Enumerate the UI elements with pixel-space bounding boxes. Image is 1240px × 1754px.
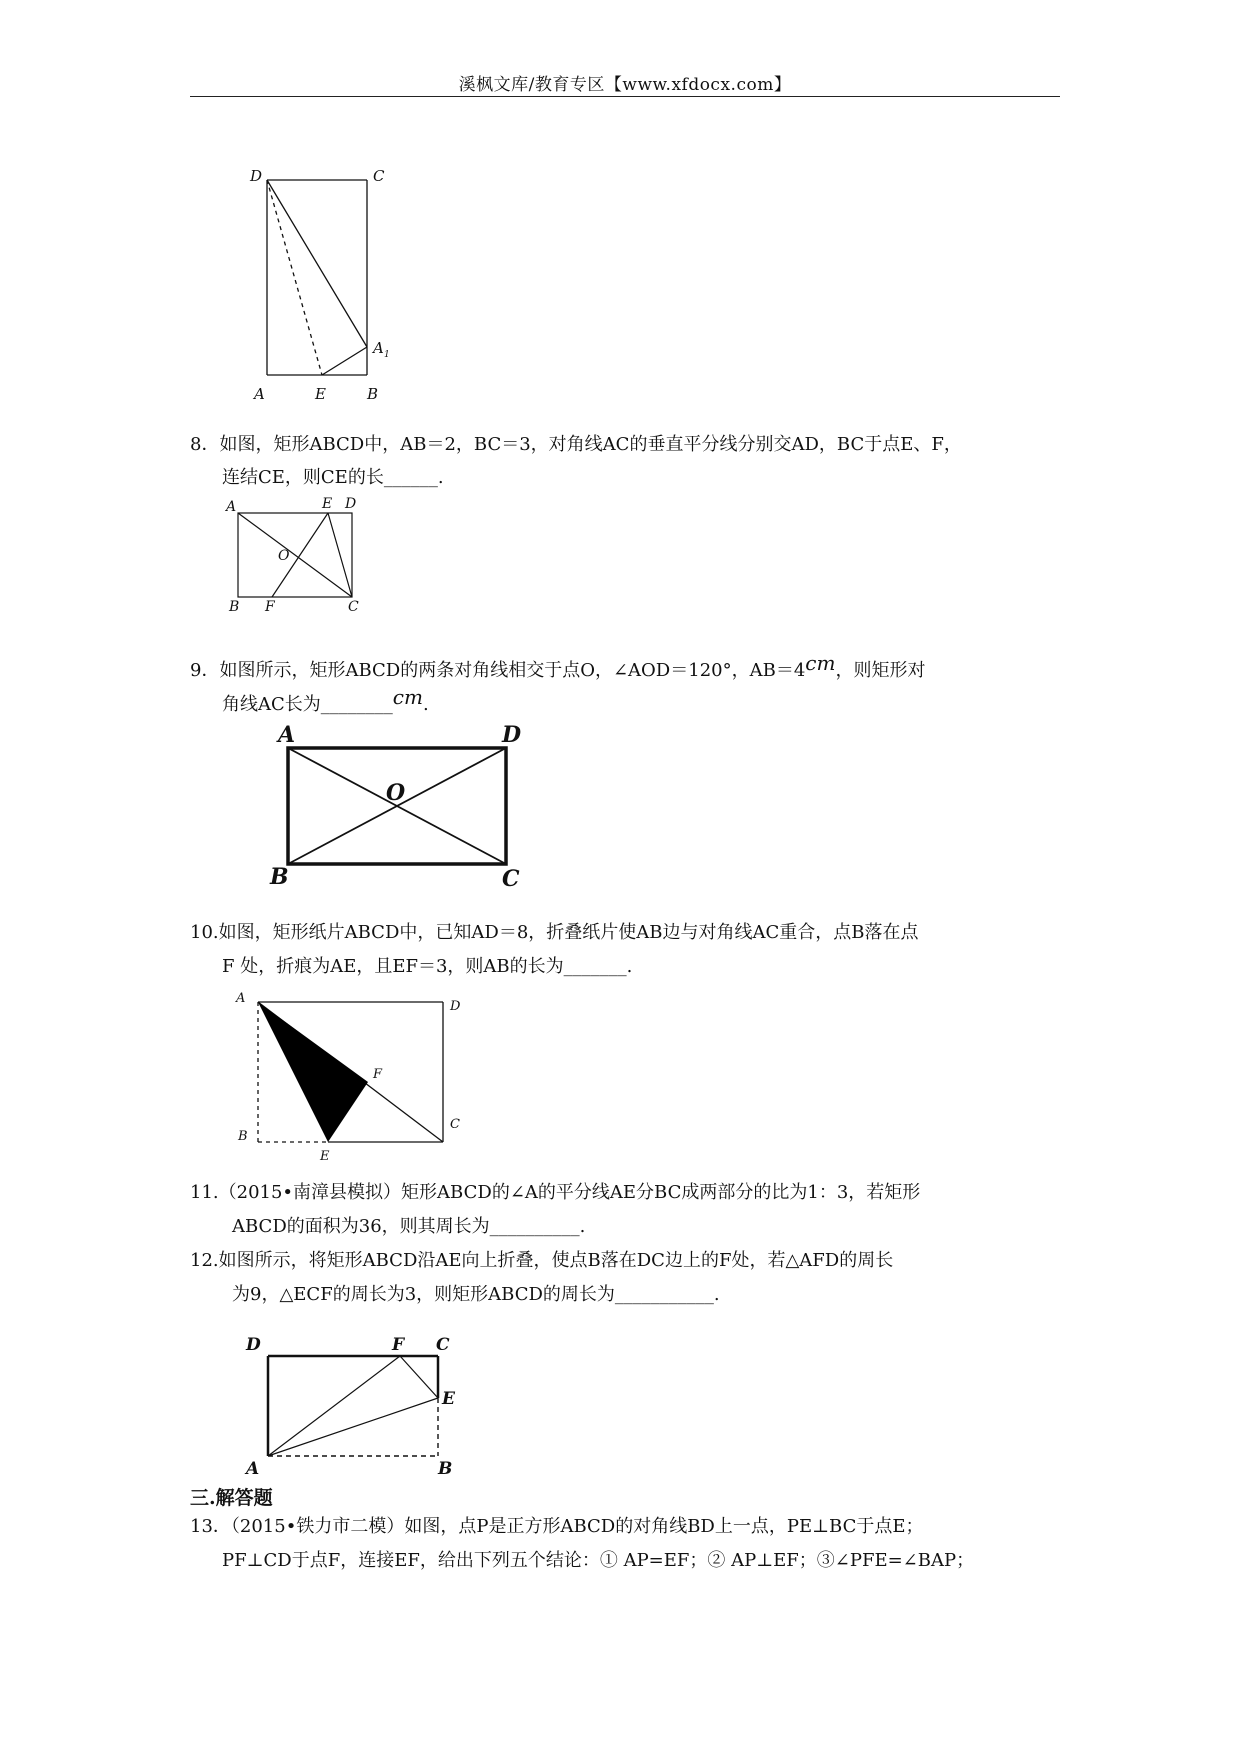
question-9-line1-text: 9．如图所示，矩形ABCD的两条对角线相交于点O，∠AOD＝120°，AB＝4 — [190, 660, 806, 681]
folded-triangle — [258, 1002, 368, 1142]
question-13-line2: PF⊥CD于点F，连接EF，给出下列五个结论：① AP=EF；② AP⊥EF；③∠PFE=∠BAP； — [222, 1550, 975, 1571]
question-9-line1-tail: ，则矩形对 — [835, 660, 926, 681]
label-D: D — [502, 722, 522, 748]
label-B: B — [367, 385, 379, 403]
question-11-line1: 11.（2015•南漳县模拟）矩形ABCD的∠A的平分线AE分BC成两部分的比为1：3，若矩形 — [190, 1182, 921, 1203]
label-F: F — [265, 599, 275, 615]
label-D: D — [250, 167, 263, 185]
question-12-line2: 为9，△ECF的周长为3，则矩形ABCD的周长为___________. — [232, 1284, 720, 1305]
figure-q7 — [240, 165, 420, 405]
figure-q12 — [240, 1332, 470, 1477]
question-9-line2 — [222, 686, 429, 722]
label-D: D — [450, 999, 461, 1014]
question-13-line1: 13．（2015•铁力市二模）如图，点P是正方形ABCD的对角线BD上一点，PE⊥BC于点E； — [190, 1516, 924, 1537]
label-D: D — [345, 496, 357, 512]
label-C: C — [502, 866, 520, 890]
label-A: A — [278, 722, 296, 748]
label-C: C — [348, 599, 359, 615]
label-F: F — [392, 1335, 405, 1355]
header-rule — [190, 96, 1060, 97]
label-A: A — [246, 1459, 260, 1477]
question-8-line2: 连结CE，则CE的长______. — [222, 467, 444, 488]
unit-cm: cm — [392, 685, 423, 709]
figure-q9 — [262, 720, 532, 890]
question-8-line1: 8．如图，矩形ABCD中，AB＝2，BC＝3，对角线AC的垂直平分线分别交AD，BC于点E、F， — [190, 434, 962, 455]
label-A: A — [236, 991, 246, 1006]
label-C: C — [450, 1117, 460, 1132]
section-title: 三.解答题 — [190, 1487, 273, 1509]
label-A1-subscript: 1 — [384, 350, 390, 360]
question-9-line2-text: 角线AC长为________ — [222, 694, 393, 715]
label-B: B — [229, 599, 240, 615]
label-A1: A — [373, 339, 384, 357]
figure-q8 — [220, 495, 370, 615]
label-B: B — [270, 864, 289, 890]
label-F: F — [373, 1067, 383, 1082]
label-A: A — [226, 499, 237, 515]
question-10-line1: 10.如图，矩形纸片ABCD中，已知AD＝8，折叠纸片使AB边与对角线AC重合，点B落在点 — [190, 922, 919, 943]
question-12-line1: 12.如图所示，将矩形ABCD沿AE向上折叠，使点B落在DC边上的F处，若△AFD的周长 — [190, 1250, 894, 1271]
label-C: C — [436, 1335, 450, 1355]
label-B: B — [438, 1459, 453, 1477]
question-9-line2-tail: . — [422, 694, 429, 715]
label-E: E — [322, 496, 333, 512]
label-O: O — [386, 780, 406, 806]
page-header: 溪枫文库/教育专区【www.xfdocx.com】 — [458, 75, 792, 95]
label-E: E — [315, 385, 326, 403]
figure-q10 — [228, 990, 468, 1165]
label-C: C — [373, 167, 385, 185]
label-E: E — [320, 1149, 330, 1164]
label-D: D — [246, 1335, 261, 1355]
question-9-line1 — [190, 652, 925, 688]
question-10-line2: F 处，折痕为AE，且EF＝3，则AB的长为_______. — [222, 956, 633, 977]
unit-cm: cm — [805, 651, 836, 675]
question-11-line2: ABCD的面积为36，则其周长为__________. — [232, 1216, 586, 1237]
label-O: O — [278, 548, 290, 564]
label-A: A — [254, 385, 265, 403]
label-B: B — [238, 1129, 248, 1144]
label-E: E — [442, 1389, 455, 1409]
